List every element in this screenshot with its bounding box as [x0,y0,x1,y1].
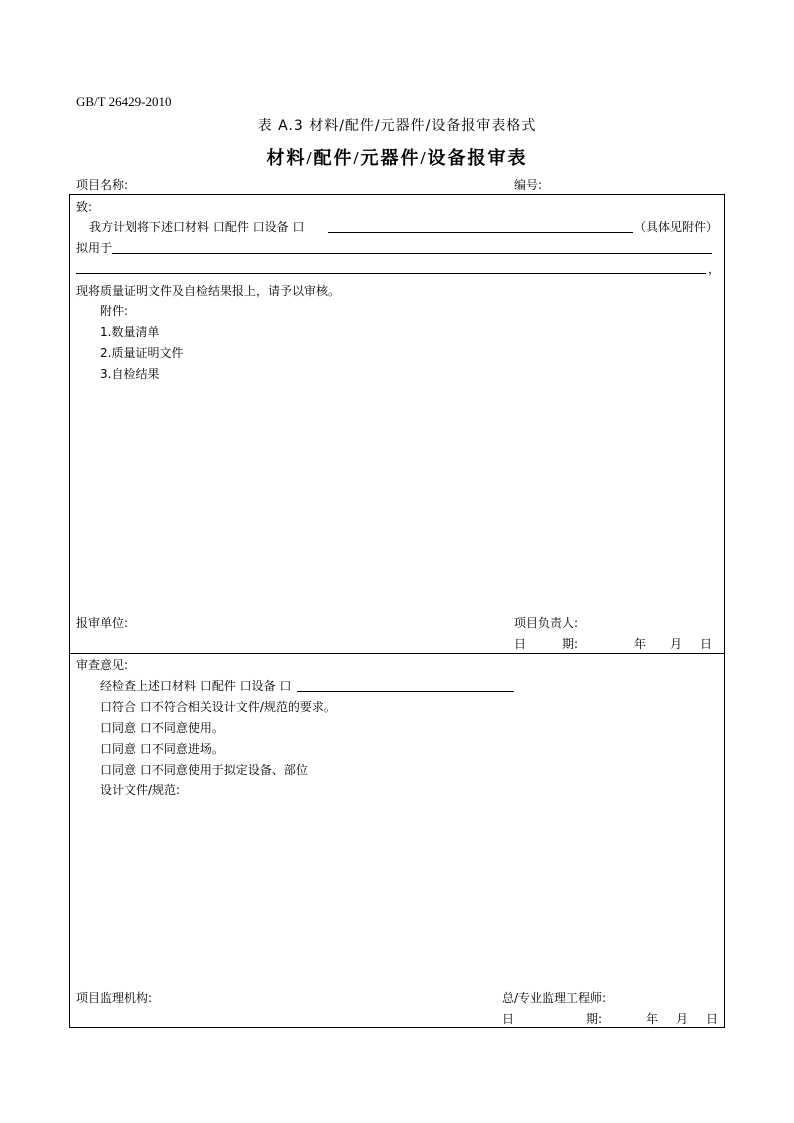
standard-number: GB/T 26429-2010 [76,94,172,109]
location-line: 口同意 口不同意使用于拟定设备、部位 [100,763,308,777]
checked-fill-line [297,691,514,692]
date-label-2: 期: [562,637,579,651]
use-line: 口同意 口不同意使用。 [100,721,224,735]
to-label: 致: [76,200,93,214]
attachment-item: 1.数量清单 [100,325,160,339]
date-label: 日 [502,1012,515,1026]
intended-label: 拟用于 [76,241,113,255]
comma-mark: ， [708,262,721,276]
year-label: 年 [646,1012,659,1026]
date-label-2: 期: [586,1012,603,1026]
checked-line-text: 经检查上述口材料 口配件 口设备 口 [100,679,292,693]
date-label: 日 [514,637,527,651]
unit-label: 报审单位: [76,616,129,630]
month-label: 月 [676,1012,689,1026]
table-caption: 表 A.3 材料/配件/元器件/设备报审表格式 [257,118,537,134]
plan-suffix: （具体见附件） [634,220,719,234]
intended-fill-line-2 [76,273,706,274]
attachment-item: 3.自检结果 [100,367,160,381]
form-title: 材料/配件/元器件/设备报审表 [266,148,528,168]
number-label: 编号: [514,178,543,192]
plan-fill-line [328,232,633,233]
day-label: 日 [700,637,713,651]
spec-label: 设计文件/规范: [100,783,181,797]
attachment-item: 2.质量证明文件 [100,346,184,360]
comply-line: 口符合 口不符合相关设计文件/规范的要求。 [100,700,336,714]
attachments-label: 附件: [100,304,129,318]
manager-label: 项目负责人: [514,616,579,630]
month-label: 月 [670,637,683,651]
intended-fill-line [112,253,712,254]
submission-section [69,194,725,654]
enter-line: 口同意 口不同意进场。 [100,742,224,756]
org-label: 项目监理机构: [76,991,153,1005]
submit-text: 现将质量证明文件及自检结果报上，请予以审核。 [76,284,341,298]
engineer-label: 总/专业监理工程师: [502,991,607,1005]
review-label: 审查意见: [76,658,129,672]
day-label: 日 [706,1012,719,1026]
project-name-label: 项目名称: [76,178,129,192]
plan-line-text: 我方计划将下述口材料 口配件 口设备 口 [89,220,305,234]
year-label: 年 [634,637,647,651]
